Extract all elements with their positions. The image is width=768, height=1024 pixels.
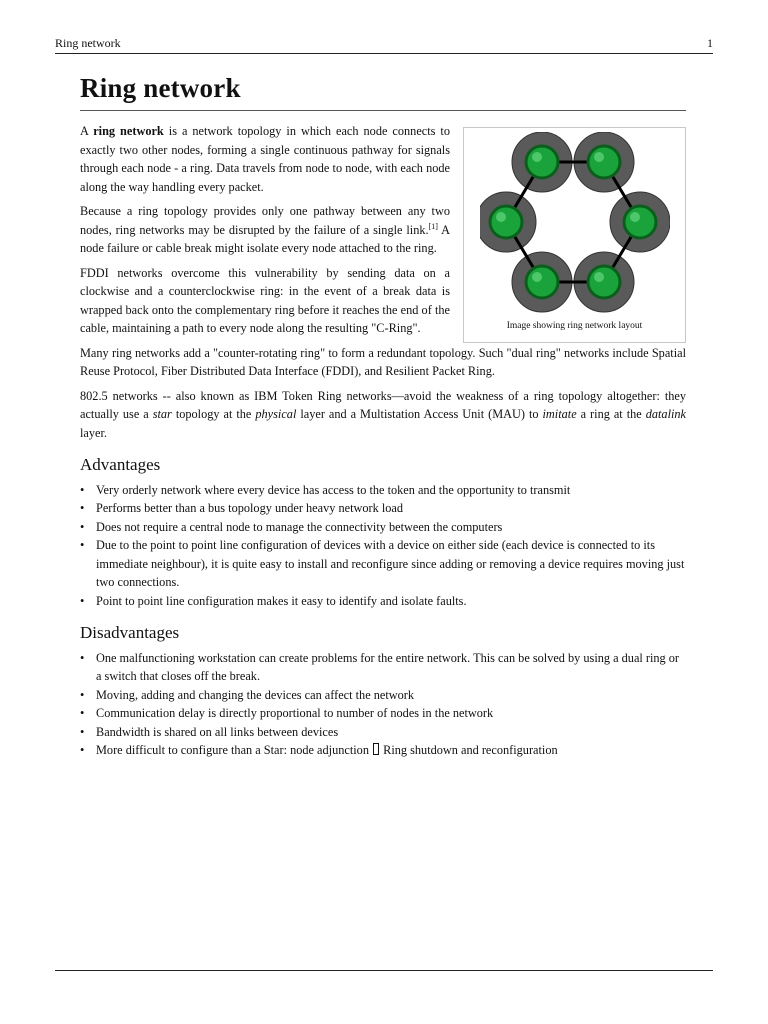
- last-item-text-b: Ring shutdown and reconfiguration: [380, 743, 558, 757]
- advantages-heading: Advantages: [80, 455, 161, 474]
- intro-paragraph-1: [80, 122, 450, 196]
- list-item: • Due to the point to point line configuration of devices with a device on either side (each device is connected to its immediate neighbour), it is quite easy to install and reconfigure since adding or removing a device requires moving just two connections.: [80, 536, 686, 592]
- title-rule: [80, 110, 686, 111]
- p2-text-b: A node failure or cable break might isolate every node attached to the ring.: [80, 222, 450, 255]
- disadvantages-list: [80, 649, 686, 760]
- intro-paragraph-2: [80, 202, 450, 258]
- list-item: [80, 741, 686, 760]
- p5-c: topology at the: [171, 407, 256, 421]
- missing-glyph-icon: [373, 743, 379, 755]
- list-item: • Moving, adding and changing the devices can affect the network: [80, 686, 686, 705]
- intro-paragraph-3: FDDI networks overcome this vulnerability by sending data on a clockwise and a counterclockwise ring: in the event of a break data is wrapped back onto the complementary ring before it reaches the end of the cable, maintaining a path to every node along the resulting "C-Ring".: [80, 265, 450, 335]
- p5-i: layer.: [80, 425, 107, 440]
- disadvantages-heading: Disadvantages: [80, 623, 180, 642]
- page-title: Ring network: [80, 73, 241, 103]
- list-item: • Does not require a central node to manage the connectivity between the computers: [80, 518, 686, 537]
- list-item: • Very orderly network where every device has access to the token and the opportunity to transmit: [80, 481, 686, 500]
- intro-paragraph-5: [80, 387, 686, 443]
- page-number: 1: [707, 36, 713, 50]
- p2-text-a: Because a ring topology provides only one pathway between any two nodes, ring networks may be disrupted by the failure of a single link.: [80, 204, 450, 237]
- p5-datalink: datalink: [645, 407, 687, 421]
- list-item: • Performs better than a bus topology under heavy network load: [80, 499, 686, 518]
- p5-e: layer and a Multistation Access Unit (MAU) to: [296, 407, 543, 421]
- header-rule: [55, 53, 713, 54]
- last-item-text-a: More difficult to configure than a Star: node adjunction: [96, 743, 373, 757]
- footer-rule: [55, 970, 713, 971]
- running-title: Ring network: [55, 36, 121, 50]
- list-item: • One malfunctioning workstation can create problems for the entire network. This can be solved by using a dual ring or a switch that closes off the break.: [80, 649, 686, 686]
- reference-link[interactable]: [1]: [428, 221, 438, 231]
- p5-physical: physical: [255, 407, 297, 421]
- p1-text-a: A: [80, 124, 94, 138]
- running-header: [55, 36, 713, 51]
- list-item: • Communication delay is directly proportional to number of nodes in the network: [80, 704, 686, 723]
- article-body: [80, 122, 686, 760]
- p5-imitate: imitate: [542, 407, 577, 421]
- figure-caption: Image showing ring network layout: [506, 321, 643, 331]
- advantages-list: [80, 481, 686, 611]
- list-item: • Bandwidth is shared on all links between devices: [80, 723, 686, 742]
- intro-paragraph-4: Many ring networks add a "counter-rotating ring" to form a redundant topology. Such "dual ring" networks include Spatial Reuse Protocol, Fiber Distributed Data Interface (FDDI), and Resilient Packet Ring.: [80, 345, 686, 378]
- p5-g: a ring at the: [576, 407, 646, 421]
- list-item: • Point to point line configuration makes it easy to identify and isolate faults.: [80, 592, 686, 611]
- ring-network-term: ring network: [93, 124, 164, 138]
- p1-text-b: is a network topology in which each node connects to exactly two other nodes, forming a single continuous pathway for signals through each node - a ring. Data travels from node to node, with each node along the way handling every packet.: [80, 124, 450, 194]
- p5-star: star: [152, 407, 172, 421]
- p5-a: 802.5 networks -- also known as IBM Token Ring networks—avoid the weakness of a ring topology altogether: they actually use a: [80, 388, 686, 421]
